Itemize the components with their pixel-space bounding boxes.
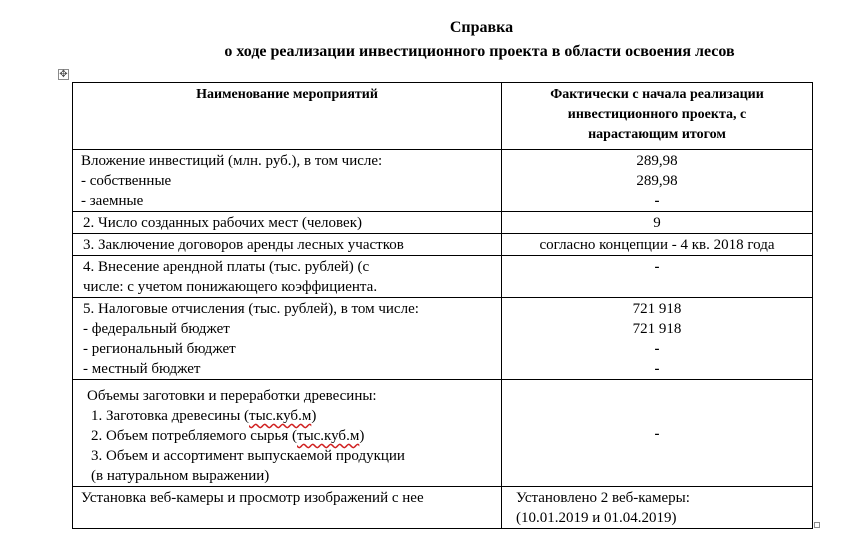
cell-value: - [654, 361, 660, 377]
table-header-row [73, 83, 813, 150]
row-webcam-value [502, 487, 813, 529]
row-jobs-label [73, 212, 502, 234]
cell-text: 2. Объем потребляемого сырья ( [91, 428, 298, 444]
cell-text: Установка веб-камеры и просмотр изображений с нее [81, 490, 424, 506]
table-resize-handle[interactable] [814, 522, 820, 528]
cell-value: Установлено 2 веб-камеры: [516, 490, 690, 506]
cell-text: Вложение инвестиций (млн. руб.), в том числе: [81, 153, 383, 169]
cell-value: 721 918 [632, 301, 682, 317]
cell-text: ) [359, 428, 365, 444]
table-row [73, 380, 813, 487]
header-actual-line: инвестиционного проекта, с [567, 107, 747, 122]
table-row [73, 150, 813, 212]
cell-text: - местный бюджет [83, 361, 201, 377]
table-row [73, 234, 813, 256]
document-title: Справка [449, 19, 514, 36]
cell-text: 3. Заключение договоров аренды лесных участков [83, 237, 404, 253]
cell-value: - [654, 425, 660, 442]
cell-text: 4. Внесение арендной платы (тыс. рублей) (с [83, 259, 370, 275]
document-subtitle: о ходе реализации инвестиционного проекта в области освоения лесов [224, 43, 735, 60]
cell-text: - собственные [81, 173, 172, 189]
cell-text: Объемы заготовки и переработки древесины: [87, 388, 377, 404]
cell-text: 3. Объем и ассортимент выпускаемой продукции [91, 448, 405, 464]
row-lease-label [73, 234, 502, 256]
cell-value: 289,98 [636, 173, 678, 189]
cell-value: 289,98 [636, 153, 678, 169]
cell-text: - региональный бюджет [83, 341, 236, 357]
table-row [73, 298, 813, 380]
timber-item-3 [87, 446, 495, 466]
cell-value: 9 [653, 215, 661, 231]
report-table [72, 82, 813, 529]
row-rent-label [73, 256, 502, 298]
header-activities [73, 83, 502, 150]
row-jobs-value [502, 212, 813, 234]
row-rent-value [502, 256, 813, 298]
table-row [73, 487, 813, 529]
row-investments-value [502, 150, 813, 212]
cell-value: - [654, 259, 660, 275]
header-actual-line: нарастающим итогом [588, 127, 726, 142]
header-actual [502, 83, 813, 150]
table-move-handle-icon[interactable]: ✥ [59, 69, 68, 80]
cell-value: 721 918 [632, 321, 682, 337]
cell-text: ) [311, 408, 317, 424]
table-row [73, 256, 813, 298]
unit-text: тыс.куб.м [249, 408, 312, 424]
row-investments-label [73, 150, 502, 212]
cell-text: 2. Число созданных рабочих мест (человек) [83, 215, 362, 231]
row-lease-value [502, 234, 813, 256]
cell-value: - [654, 341, 660, 357]
cell-text: 1. Заготовка древесины ( [91, 408, 250, 424]
timber-item-1 [87, 406, 495, 426]
unit-text: тыс.куб.м [297, 428, 360, 444]
cell-value: (10.01.2019 и 01.04.2019) [516, 510, 677, 526]
row-timber-label [73, 380, 502, 487]
cell-text: - федеральный бюджет [83, 321, 230, 337]
cell-text: (в натуральном выражении) [91, 468, 270, 484]
timber-item-2 [87, 426, 495, 446]
cell-text: числе: с учетом понижающего коэффициента. [83, 279, 378, 295]
cell-text: 5. Налоговые отчисления (тыс. рублей), в том числе: [83, 301, 419, 317]
row-webcam-label [73, 487, 502, 529]
cell-value: согласно концепции - 4 кв. 2018 года [539, 237, 775, 253]
cell-text: - заемные [81, 193, 144, 209]
row-timber-value [502, 380, 813, 487]
table-row [73, 212, 813, 234]
header-activities-label: Наименование мероприятий [196, 87, 378, 102]
cell-value: - [654, 193, 660, 209]
row-taxes-value [502, 298, 813, 380]
header-actual-line: Фактически с начала реализации [550, 87, 764, 102]
row-taxes-label [73, 298, 502, 380]
